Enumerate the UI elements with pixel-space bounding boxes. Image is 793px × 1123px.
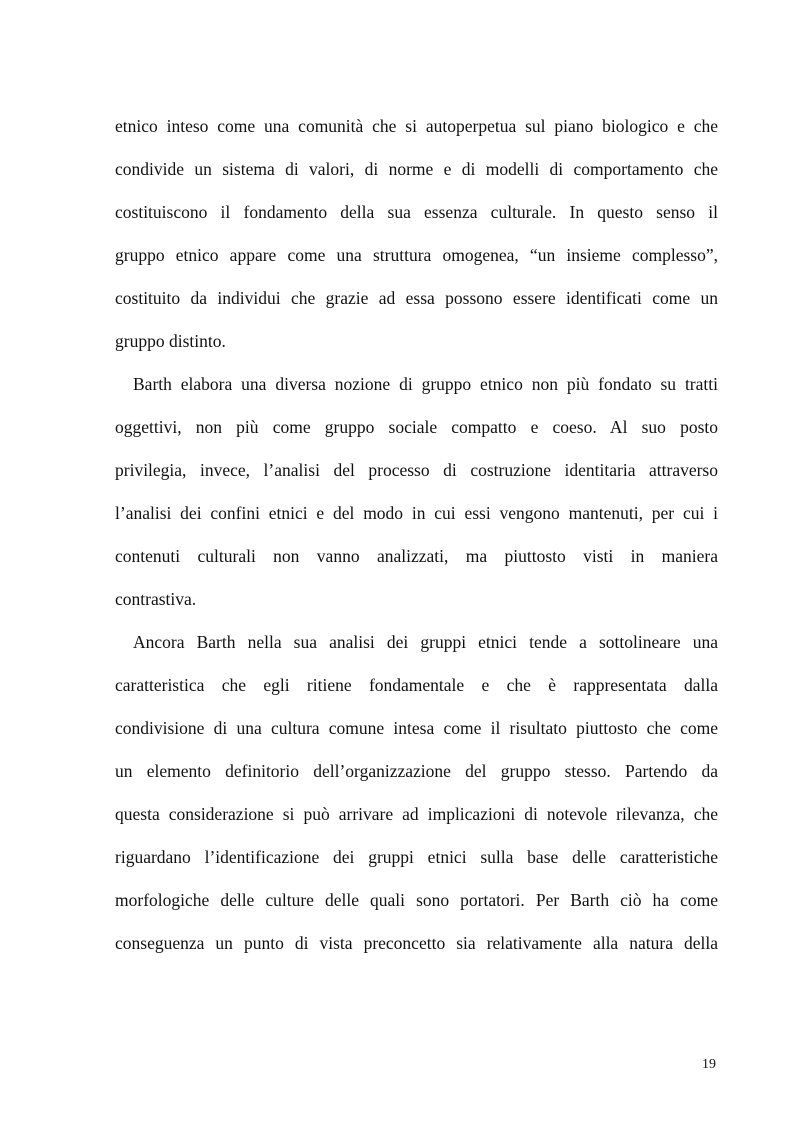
- text-line: caratteristica che egli ritiene fondamentale e che è rappresentata dalla: [115, 675, 718, 695]
- text-line: riguardano l’identificazione dei gruppi etnici sulla base delle caratteristiche: [115, 847, 718, 867]
- text-line: etnico inteso come una comunità che si autoperpetua sul piano biologico e che: [115, 116, 718, 136]
- text-line: oggettivi, non più come gruppo sociale compatto e coeso. Al suo posto: [115, 417, 718, 437]
- text-line: costituiscono il fondamento della sua essenza culturale. In questo senso il: [115, 202, 718, 222]
- text-line: contrastiva.: [115, 589, 197, 609]
- text-line: condivisione di una cultura comune intesa come il risultato piuttosto che come: [115, 718, 718, 738]
- page-number: 19: [702, 1057, 716, 1072]
- text-line: l’analisi dei confini etnici e del modo in cui essi vengono mantenuti, per cui i: [115, 503, 718, 523]
- text-line: Ancora Barth nella sua analisi dei gruppi etnici tende a sottolineare una: [133, 632, 718, 652]
- text-line: costituito da individui che grazie ad essa possono essere identificati come un: [115, 288, 718, 308]
- text-line: gruppo etnico appare come una struttura omogenea, “un insieme complesso”,: [115, 245, 718, 265]
- text-line: gruppo distinto.: [115, 331, 226, 351]
- text-line: morfologiche delle culture delle quali sono portatori. Per Barth ciò ha come: [115, 890, 718, 910]
- text-line: condivide un sistema di valori, di norme e di modelli di comportamento che: [115, 159, 718, 179]
- text-line: un elemento definitorio dell’organizzazione del gruppo stesso. Partendo da: [115, 761, 718, 781]
- text-line: privilegia, invece, l’analisi del processo di costruzione identitaria attraverso: [115, 460, 718, 480]
- text-line: conseguenza un punto di vista preconcetto sia relativamente alla natura della: [115, 933, 718, 953]
- text-line: questa considerazione si può arrivare ad implicazioni di notevole rilevanza, che: [115, 804, 718, 824]
- text-line: Barth elabora una diversa nozione di gruppo etnico non più fondato su tratti: [133, 374, 718, 394]
- text-line: contenuti culturali non vanno analizzati, ma piuttosto visti in maniera: [115, 546, 718, 566]
